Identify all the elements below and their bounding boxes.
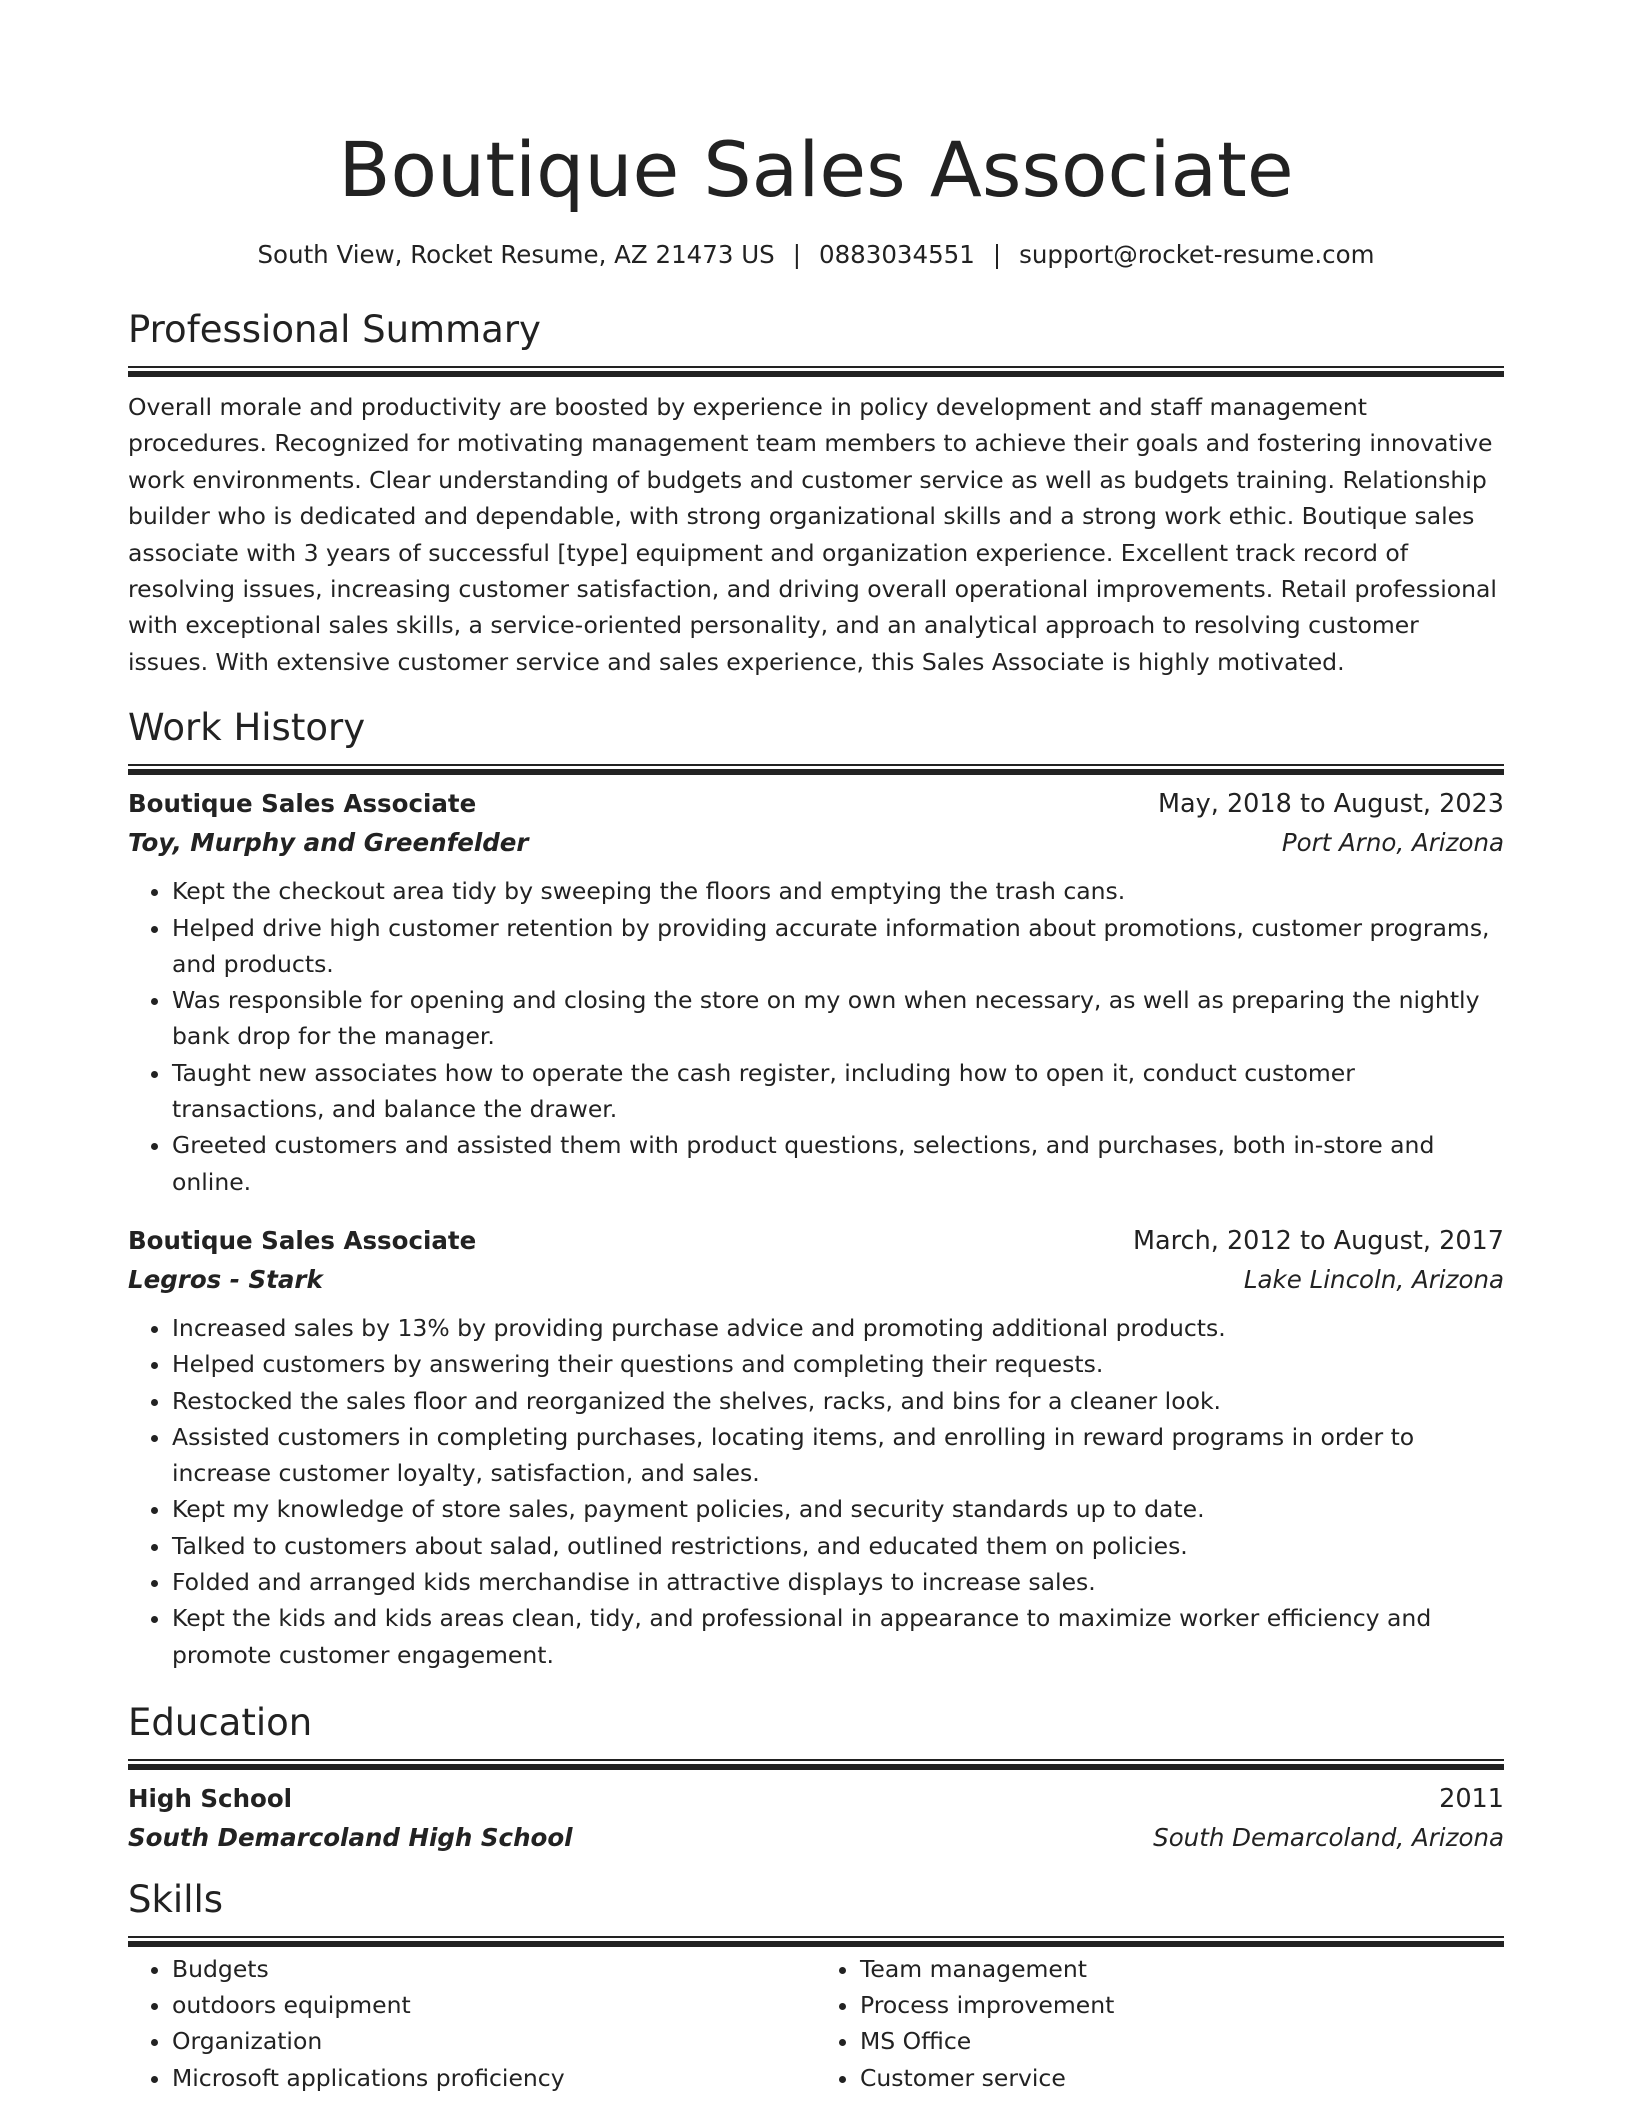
skill-item: • Process improvement (860, 1987, 1504, 2023)
job-bullet: • Helped drive high customer retention by providing accurate information about promotions, customer programs, and products. (172, 910, 1504, 983)
skill-item: • Team management (860, 1951, 1504, 1987)
job-entry (128, 1222, 1504, 1673)
job-entry (128, 785, 1504, 1200)
education-header (128, 1780, 1504, 1818)
skill-item: • Microsoft applications proficiency (172, 2060, 816, 2096)
job-bullet: • Assisted customers in completing purchases, locating items, and enrolling in reward programs in order to increase customer loyalty, satisfaction, and sales. (172, 1419, 1504, 1492)
job-title: Boutique Sales Associate (128, 1225, 477, 1255)
education-subheader (128, 1818, 1504, 1858)
skill-item: • MS Office (860, 2023, 1504, 2059)
education-entry (128, 1780, 1504, 1858)
section-divider (128, 764, 1504, 775)
job-bullets (128, 873, 1504, 1200)
job-location: Lake Lincoln, Arizona (1243, 1264, 1504, 1294)
job-header (128, 1222, 1504, 1260)
job-subheader (128, 823, 1504, 863)
skills-columns (128, 1951, 1504, 2096)
job-bullet: • Helped customers by answering their questions and completing their requests. (172, 1346, 1504, 1382)
section-divider (128, 1936, 1504, 1947)
job-bullet: • Kept the kids and kids areas clean, tidy, and professional in appearance to maximize worker efficiency and promote customer engagement. (172, 1600, 1504, 1673)
education-year: 2011 (1439, 1783, 1504, 1814)
job-employer: Legros - Stark (128, 1264, 323, 1294)
job-bullet: • Talked to customers about salad, outlined restrictions, and educated them on policies. (172, 1528, 1504, 1564)
contact-separator: | (792, 240, 801, 269)
job-dates: May, 2018 to August, 2023 (1158, 789, 1504, 820)
section-divider (128, 1759, 1504, 1770)
contact-email: support@rocket-resume.com (1019, 240, 1375, 269)
summary-heading: Professional Summary (128, 308, 541, 351)
skills-heading: Skills (128, 1877, 224, 1921)
job-bullet: • Folded and arranged kids merchandise in attractive displays to increase sales. (172, 1564, 1504, 1600)
skill-item: • Organization (172, 2023, 816, 2059)
contact-separator: | (992, 240, 1002, 269)
job-bullet: • Taught new associates how to operate the cash register, including how to open it, conduct customer transactions, and balance the drawer. (172, 1055, 1504, 1128)
summary-text: Overall morale and productivity are boosted by experience in policy development and staff management procedures. Recognized for motivating management team members to achieve their goals and fostering innovative work environments. Clear understanding of budgets and customer service as well as budgets training. Relationship builder who is dedicated and dependable, with strong organizational skills and a strong work ethic. Boutique sales associate with 3 years of successful [type] equipment and organization experience. Excellent track record of resolving issues, increasing customer satisfaction, and driving overall operational improvements. Retail professional with exceptional sales skills, a service-oriented personality, and an analytical approach to resolving customer issues. With extensive customer service and sales experience, this Sales Associate is highly motivated. (128, 393, 1497, 676)
skills-list-right (816, 1951, 1504, 2096)
skill-item: • Budgets (172, 1951, 816, 1987)
skill-item: • Customer service (860, 2060, 1504, 2096)
contact-line (128, 238, 1504, 272)
contact-address: South View, Rocket Resume, AZ 21473 US (257, 240, 775, 269)
job-title: Boutique Sales Associate (128, 789, 477, 819)
job-bullet: • Increased sales by 13% by providing purchase advice and promoting additional products. (172, 1310, 1504, 1346)
job-bullet: • Restocked the sales floor and reorganized the shelves, racks, and bins for a cleaner look. (172, 1383, 1504, 1419)
job-dates: March, 2012 to August, 2017 (1133, 1225, 1504, 1256)
education-location: South Demarcoland, Arizona (1153, 1822, 1504, 1852)
job-bullet: • Greeted customers and assisted them with product questions, selections, and purchases, both in-store and online. (172, 1127, 1504, 1200)
job-bullet: • Kept the checkout area tidy by sweeping the floors and emptying the trash cans. (172, 873, 1504, 909)
job-location: Port Arno, Arizona (1281, 828, 1504, 858)
education-school: South Demarcoland High School (128, 1822, 573, 1852)
job-employer: Toy, Murphy and Greenfelder (128, 828, 529, 858)
job-bullets (128, 1310, 1504, 1673)
work-history-heading: Work History (128, 706, 366, 750)
job-bullet: • Kept my knowledge of store sales, payment policies, and security standards up to date. (172, 1491, 1504, 1527)
education-degree: High School (128, 1783, 293, 1813)
skill-item: • outdoors equipment (172, 1987, 816, 2023)
job-bullet: • Was responsible for opening and closing the store on my own when necessary, as well as preparing the nightly bank drop for the manager. (172, 982, 1504, 1055)
section-divider (128, 366, 1504, 377)
education-heading: Education (128, 1700, 313, 1744)
skills-list-left (128, 1951, 816, 2096)
job-subheader (128, 1260, 1504, 1300)
contact-phone: 0883034551 (818, 240, 975, 269)
resume-title: Boutique Sales Associate (338, 125, 1294, 214)
job-header (128, 785, 1504, 823)
